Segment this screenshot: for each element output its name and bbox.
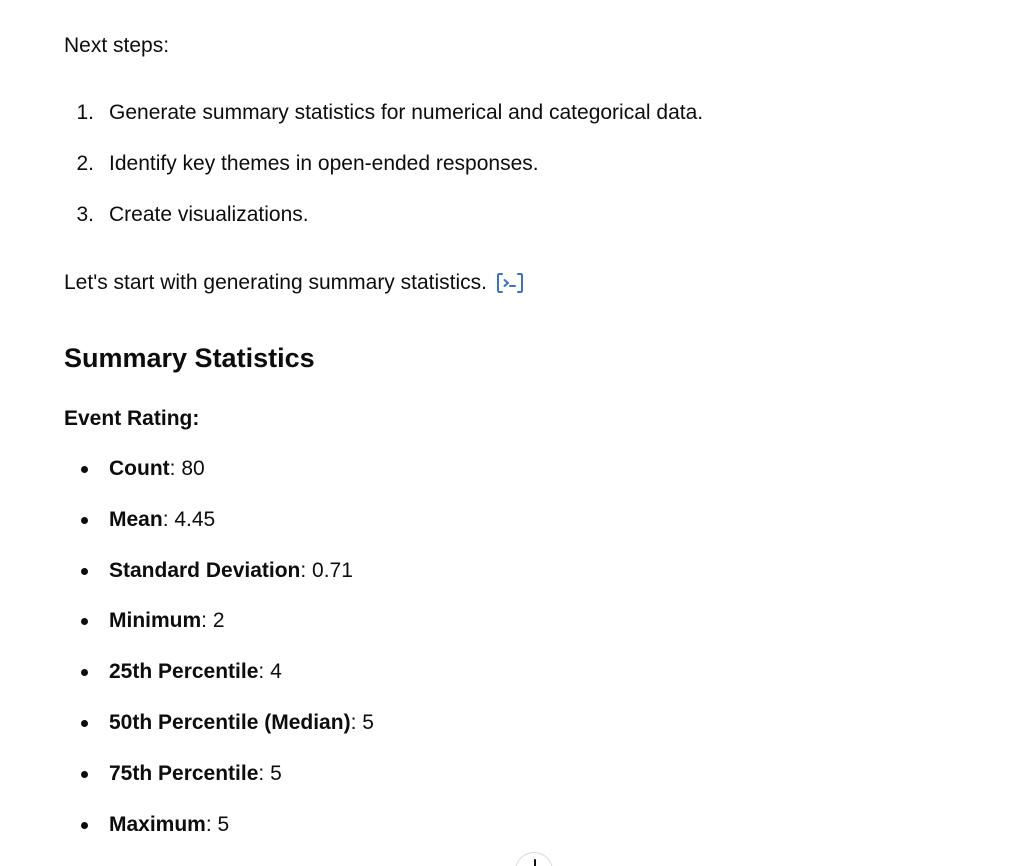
section-title: Summary Statistics [64,343,315,373]
bullet-icon [81,466,88,473]
stat-value: : 4 [258,660,282,683]
start-paragraph [64,268,524,298]
bullet-icon [81,568,88,575]
list-item-text: Generate summary statistics for numerical and categorical data. [109,101,704,124]
stat-list-item [64,810,229,840]
stat-value: : 5 [350,711,374,734]
list-item-text: Identify key themes in open-ended responses. [109,152,539,175]
stat-value: : 0.71 [300,559,353,582]
stat-list-item [64,657,282,687]
stat-label: Count [109,457,170,480]
stat-label: Maximum [109,813,206,836]
stat-label: Standard Deviation [109,559,301,582]
stat-label: 25th Percentile [109,660,259,683]
list-item-number: 2. [76,152,94,175]
list-item-number: 3. [76,203,94,226]
stat-label: 75th Percentile [109,762,259,785]
stat-value: : 5 [205,813,230,836]
scroll-to-bottom-button[interactable] [515,852,553,866]
stat-list-item [64,556,353,586]
subsection-title: Event Rating: [64,407,200,430]
stat-value: : 80 [169,457,205,480]
next-steps-intro: Next steps: [64,34,170,57]
stat-label: Mean [109,508,163,531]
list-item [64,98,703,128]
bullet-icon [81,618,88,625]
list-item-text: Create visualizations. [109,203,309,226]
stat-label: Minimum [109,609,202,632]
start-text: Let's start with generating summary statistics. [64,271,487,294]
stat-value: : 4.45 [162,508,216,531]
stat-list-item [64,606,225,636]
bullet-icon [81,669,88,676]
bullet-icon [81,771,88,778]
stat-list-item [64,759,282,789]
code-interpreter-icon[interactable] [496,271,524,295]
stat-value: : 2 [201,609,225,632]
bullet-icon [81,822,88,829]
stat-list-item [64,454,205,484]
bullet-icon [81,517,88,524]
list-item [64,200,309,230]
stat-list-item [64,505,215,535]
stat-value: : 5 [258,762,282,785]
list-item [64,149,539,179]
stat-list-item [64,708,374,738]
bullet-icon [81,720,88,727]
stat-label: 50th Percentile (Median) [109,711,351,734]
list-item-number: 1. [76,101,94,124]
arrow-down-icon [527,859,543,866]
